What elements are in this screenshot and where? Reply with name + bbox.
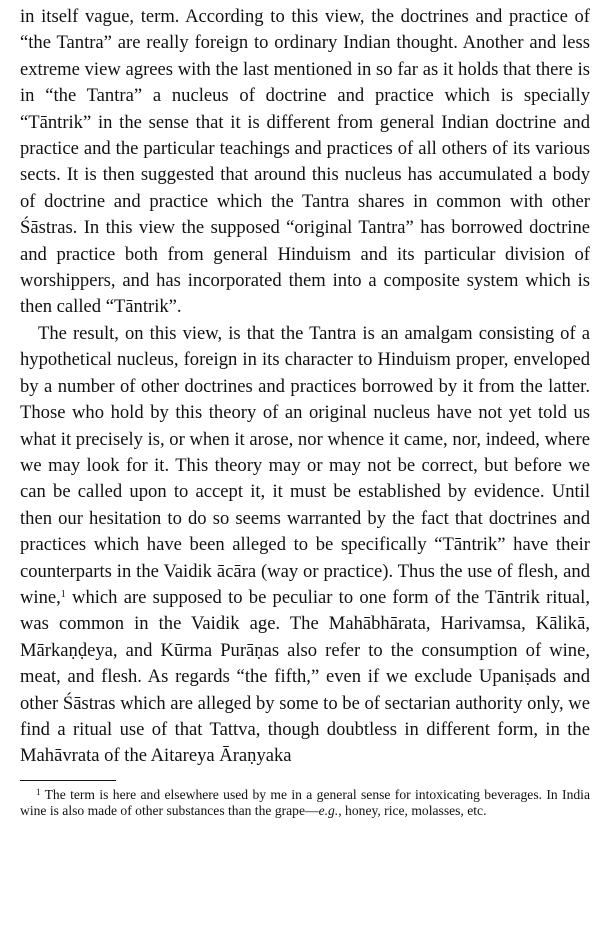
footnote-italic: e.g. <box>318 803 339 819</box>
footnote-marker: 1 <box>36 786 41 797</box>
paragraph-2-part-2: which are supposed to be peculiar to one form of the Tāntrik ritual, was common in the Vaidik age. The Mahābhārata, Harivamsa, Kālikā, Mārkaṇḍeya, and Kūrma Purāṇas also refer to the consumption of wine, meat, and flesh. As regards “the fifth,” even if we exclude Upaniṣads and other Śāstras which are alleged by some to be of sectarian authority only, we find a ritual use of that Tattva, though doubtless in different form, in the Mahāvrata of the Aitareya Āraṇyaka <box>20 586 590 767</box>
footnote-separator <box>20 780 116 781</box>
paragraph-1: in itself vague, term. According to this view, the doctrines and practice of “the Tantra” are really foreign to ordinary Indian thought. Another and less extreme view agrees with the last mentioned in so far as it holds that there is in “the Tantra” a nucleus of doctrine and practice which is specially “Tāntrik” in the sense that it is different from general Indian doctrine and practice and the particular teachings and practices of all others of its various sects. It is then suggested that around this nucleus has accumulated a body of doctrine and practice which the Tantra shares in common with other Śāstras. In this view the supposed “original Tantra” has borrowed doctrine and practice both from general Hinduism and its particular division of worshippers, and has incorporated them into a composite system which is then called “Tāntrik”. <box>20 6 590 318</box>
footnote-text-1: The term is here and elsewhere used by me in a general sense for intoxicating beverages. In India wine is also made of other substances than the grape— <box>20 786 590 819</box>
body-text <box>20 4 590 770</box>
footnote-text-2: , honey, rice, molasses, etc. <box>338 803 487 819</box>
footnote <box>20 787 590 820</box>
paragraph-2-part-1: The result, on this view, is that the Tantra is an amalgam consisting of a hypothetical nucleus, foreign in its character to Hinduism proper, enveloped by a number of other doctrines and practices borrowed by it from the latter. Those who hold by this theory of an original nucleus have not yet told us what it precisely is, or when it arose, nor whence it came, nor, indeed, where we may look for it. This theory may or may not be correct, but before we can be called upon to accept it, it must be established by evidence. Until then our hesitation to do so seems warranted by the fact that doctrines and practices which have been alleged to be specifically “Tāntrik” have their counterparts in the Vaidik ācāra (way or practice). Thus the use of flesh, and wine, <box>20 322 590 608</box>
footnote-reference: 1 <box>60 588 66 600</box>
paragraph-2 <box>20 321 590 770</box>
